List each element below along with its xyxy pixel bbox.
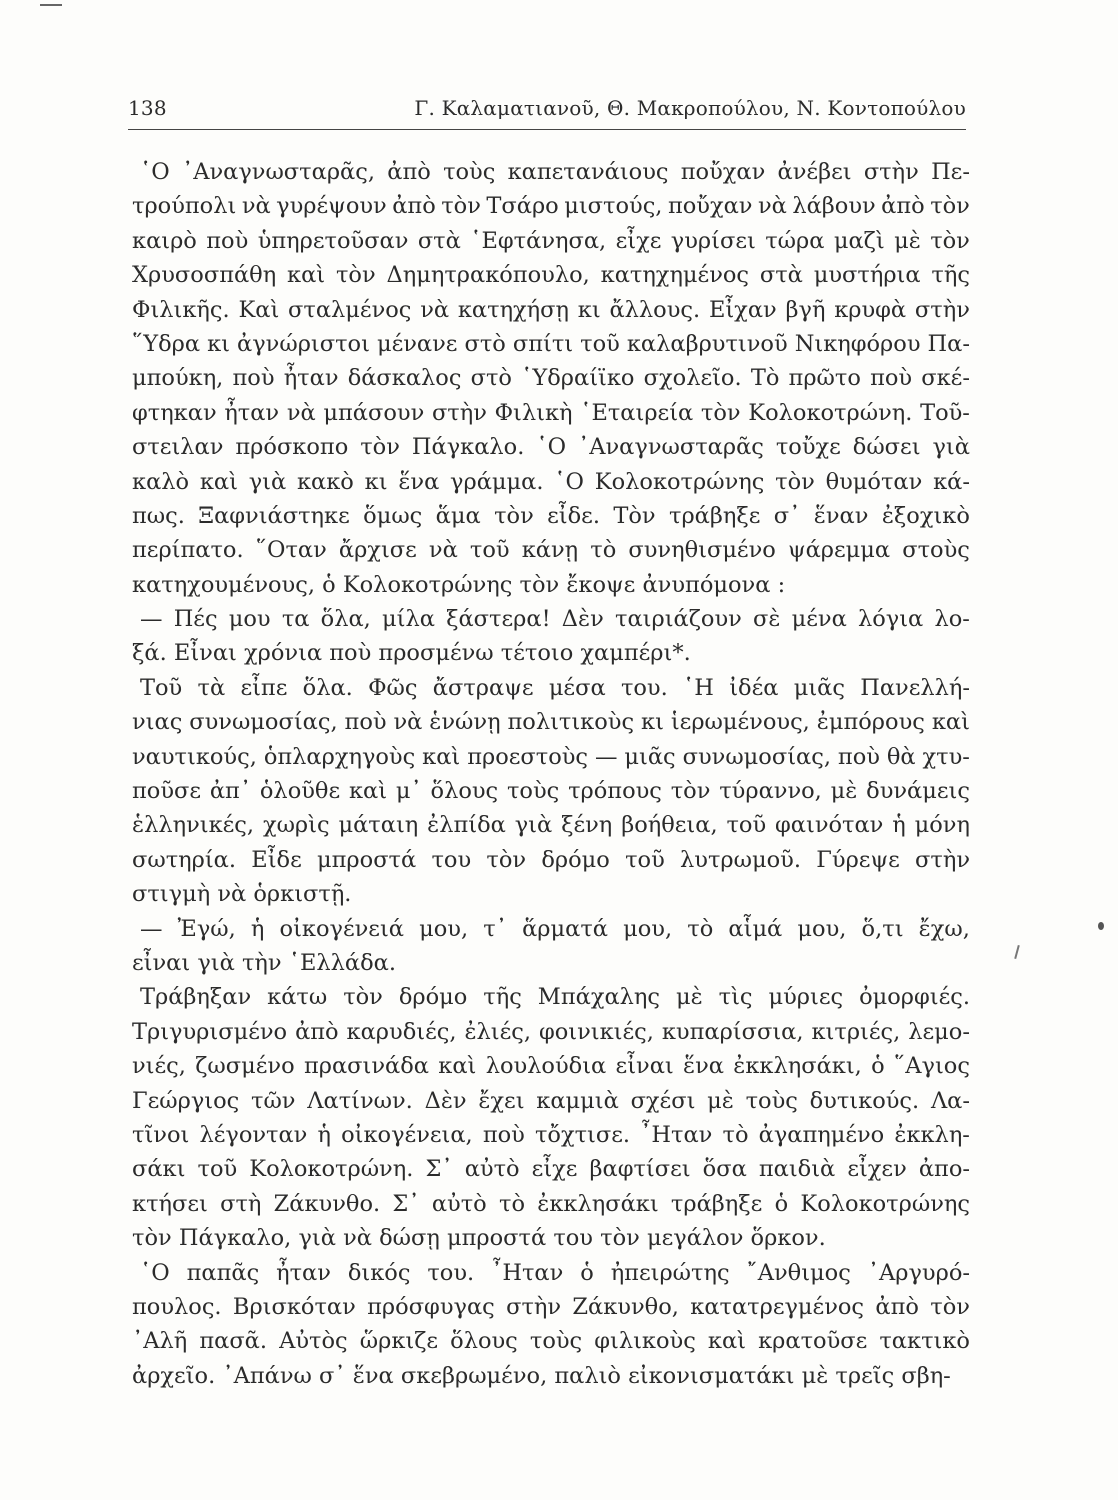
text-line: περίπατο. ῞Οταν ἄρχισε νὰ τοῦ κάνῃ τὸ συνηθισμένο ψάρεμμα στοὺς — [132, 537, 970, 564]
scan-speck — [1098, 922, 1104, 930]
text-line: εἶναι γιὰ τὴν ῾Ελλάδα. — [132, 949, 396, 976]
text-line: ἀρχεῖο. ᾽Απάνω σ᾽ ἕνα σκεβρωμένο, παλιὸ εἰκονισματάκι μὲ τρεῖς σβη- — [132, 1362, 951, 1389]
text-line: ἑλληνικές, χωρὶς μάταιη ἐλπίδα γιὰ ξένη βοήθεια, τοῦ φαινόταν ἡ μόνη — [132, 812, 970, 839]
text-line: Γεώργιος τῶν Λατίνων. Δὲν ἔχει καμμιὰ σχέσι μὲ τοὺς δυτικούς. Λα- — [132, 1087, 970, 1114]
text-line: ᾽Αλῆ πασᾶ. Αὐτὸς ὥρκιζε ὅλους τοὺς φιλικοὺς καὶ κρατοῦσε τακτικὸ — [132, 1328, 970, 1355]
text-line: — Πές μου τα ὅλα, μίλα ξάστερα! Δὲν ταιριάζουν σὲ μένα λόγια λο- — [140, 606, 970, 633]
page-header — [128, 96, 966, 128]
text-line: ναυτικούς, ὁπλαρχηγοὺς καὶ προεστοὺς — μιᾶς συνωμοσίας, ποὺ θὰ χτυ- — [132, 743, 970, 770]
text-line: ῾Ο παπᾶς ἦταν δικός του. ῏Ηταν ὁ ἠπειρώτης ῎Ανθιμος ᾽Αργυρό- — [140, 1259, 970, 1286]
text-line: ῞Υδρα κι ἀγνώριστοι μένανε στὸ σπίτι τοῦ καλαβρυτινοῦ Νικηφόρου Πα- — [132, 330, 970, 357]
text-line: φτηκαν ἦταν νὰ μπάσουν στὴν Φιλικὴ ῾Εταιρεία τὸν Κολοκοτρώνη. Τοῦ- — [132, 399, 970, 426]
text-line: μπούκη, ποὺ ἦταν δάσκαλος στὸ ῾Υδραίϊκο σχολεῖο. Τὸ πρῶτο ποὺ σκέ- — [132, 365, 970, 392]
text-line: καλὸ καὶ γιὰ κακὸ κι ἕνα γράμμα. ῾Ο Κολοκοτρώνης τὸν θυμόταν κά- — [132, 468, 970, 495]
text-line: κτήσει στὴ Ζάκυνθο. Σ᾽ αὐτὸ τὸ ἐκκλησάκι τράβηξε ὁ Κολοκοτρώνης — [132, 1190, 970, 1217]
text-line: τῖνοι λέγονταν ἡ οἰκογένεια, ποὺ τὄχτισε. ῏Ηταν τὸ ἀγαπημένο ἐκκλη- — [132, 1121, 970, 1148]
text-line: ῾Ο ᾽Αναγνωσταρᾶς, ἀπὸ τοὺς καπετανάιους ποὔχαν ἀνέβει στὴν Πε- — [140, 159, 970, 185]
text-line: πως. Ξαφνιάστηκε ὅμως ἅμα τὸν εἶδε. Τὸν τράβηξε σ᾽ ἕναν ἐξοχικὸ — [132, 502, 970, 529]
text-line: τρούπολι νὰ γυρέψουν ἀπὸ τὸν Τσάρο μιστούς, ποὔχαν νὰ λάβουν ἀπὸ τὸν — [132, 193, 970, 220]
text-line: καιρὸ ποὺ ὑπηρετοῦσαν στὰ ῾Εφτάνησα, εἶχε γυρίσει τώρα μαζὶ μὲ τὸν — [132, 227, 970, 254]
page-number: 138 — [128, 96, 167, 120]
text-line: νιας συνωμοσίας, ποὺ νὰ ἑνώνῃ πολιτικοὺς κι ἱερωμένους, ἐμπόρους καὶ — [132, 709, 970, 736]
scan-mark — [40, 4, 62, 6]
text-line: τὸν Πάγκαλο, γιὰ νὰ δώσῃ μπροστά του τὸν μεγάλον ὅρκον. — [132, 1225, 826, 1252]
running-title: Γ. Καλαματιανοῦ, Θ. Μακροπούλου, Ν. Κοντοπούλου — [414, 96, 966, 120]
body-text — [132, 155, 970, 1393]
text-line: κατηχουμένους, ὁ Κολοκοτρώνης τὸν ἔκοψε ἀνυπόμονα : — [132, 571, 786, 598]
text-line: στειλαν πρόσκοπο τὸν Πάγκαλο. ῾Ο ᾽Αναγνωσταρᾶς τοὔχε δώσει γιὰ — [132, 434, 970, 461]
text-line: σάκι τοῦ Κολοκοτρώνη. Σ᾽ αὐτὸ εἶχε βαφτίσει ὅσα παιδιὰ εἶχεν ἀπο- — [132, 1156, 970, 1183]
text-line: νιές, ζωσμένο πρασινάδα καὶ λουλούδια εἶναι ἕνα ἐκκλησάκι, ὁ ῞Αγιος — [132, 1053, 970, 1080]
header-rule — [128, 129, 966, 130]
text-line: σωτηρία. Εἶδε μπροστά του τὸν δρόμο τοῦ λυτρωμοῦ. Γύρεψε στὴν — [132, 846, 970, 873]
text-line: — Ἐγώ, ἡ οἰκογένειά μου, τ᾽ ἅρματά μου, τὸ αἷμά μου, ὅ,τι ἔχω, — [140, 915, 970, 942]
text-line: ξά. Εἶναι χρόνια ποὺ προσμένω τέτοιο χαμπέρι*. — [132, 640, 691, 667]
text-line: Τριγυρισμένο ἀπὸ καρυδιές, ἐλιές, φοινικιές, κυπαρίσσια, κιτριές, λεμο- — [132, 1018, 970, 1045]
text-line: Τοῦ τὰ εἶπε ὅλα. Φῶς ἄστραψε μέσα του. ῾Η ἰδέα μιᾶς Πανελλή- — [140, 674, 970, 701]
text-line: πουλος. Βρισκόταν πρόσφυγας στὴν Ζάκυνθο, κατατρεγμένος ἀπὸ τὸν — [132, 1293, 970, 1320]
text-line: Χρυσοσπάθη καὶ τὸν Δημητρακόπουλο, κατηχημένος στὰ μυστήρια τῆς — [132, 262, 970, 289]
text-line: στιγμὴ νὰ ὁρκιστῇ. — [132, 881, 352, 908]
text-line: Τράβηξαν κάτω τὸν δρόμο τῆς Μπάχαλης μὲ τὶς μύριες ὀμορφιές. — [140, 984, 970, 1011]
text-line: Φιλικῆς. Καὶ σταλμένος νὰ κατηχήσῃ κι ἄλλους. Εἶχαν βγῆ κρυφὰ στὴν — [132, 296, 970, 323]
scan-mark-stroke — [1014, 945, 1020, 959]
text-line: ποῦσε ἀπ᾽ ὁλοῦθε καὶ μ᾽ ὅλους τοὺς τρόπους τὸν τύραννο, μὲ δυνάμεις — [132, 778, 970, 805]
